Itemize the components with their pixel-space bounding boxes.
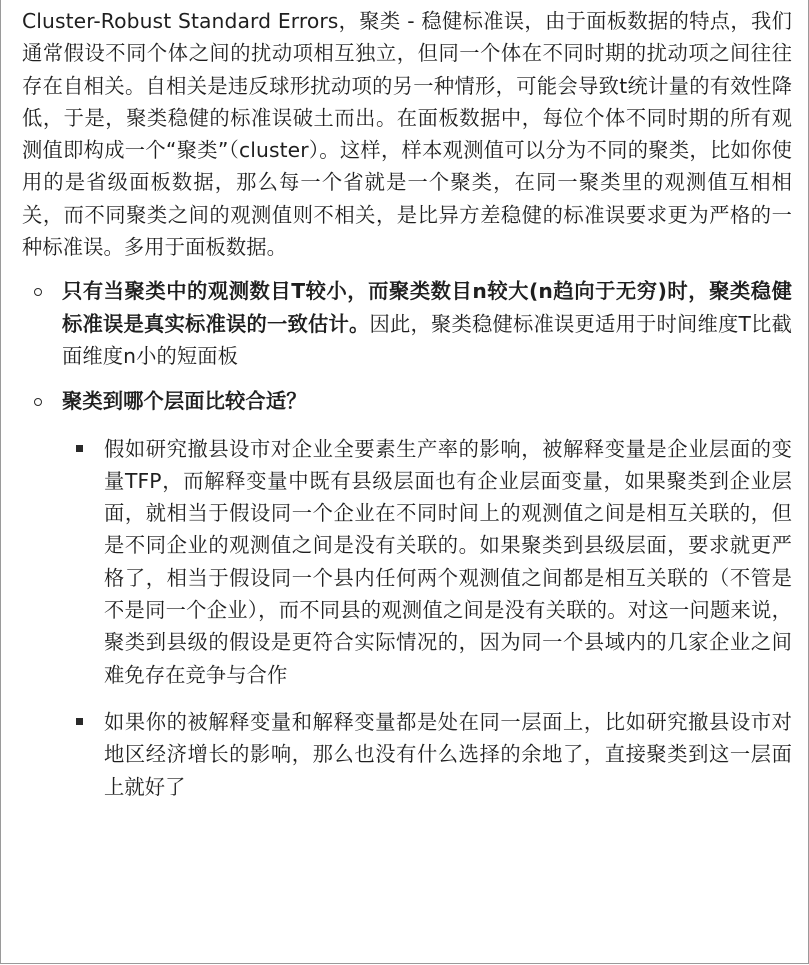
sub-bullet-list xyxy=(62,433,792,803)
sub-bullet-text: 如果你的被解释变量和解释变量都是处在同一层面上，比如研究撤县设市对地区经济增长的影响，那么也没有什么选择的余地了，直接聚类到这一层面上就好了 xyxy=(104,709,792,799)
note-content xyxy=(22,5,792,803)
square-bullet-icon xyxy=(76,718,83,725)
bullet-item-consistency xyxy=(22,275,792,372)
sub-bullet-text: 假如研究撤县设市对企业全要素生产率的影响，被解释变量是企业层面的变量TFP，而解释变量中既有县级层面也有企业层面变量，如果聚类到企业层面，就相当于假设同一个企业在不同时间上的观测值之间是相互关联的，但是不同企业的观测值之间是没有关联的。如果聚类到县级层面，要求就更严格了，相当于假设同一个县内任何两个观测值之间都是相互关联的（不管是不是同一个企业），而不同县的观测值之间是没有关联的。对这一问题来说，聚类到县级的假设是更符合实际情况的，因为同一个县域内的几家企业之间难免存在竞争与合作 xyxy=(104,436,792,687)
intro-paragraph: Cluster-Robust Standard Errors，聚类 - 稳健标准误，由于面板数据的特点，我们通常假设不同个体之间的扰动项相互独立，但同一个体在不同时期的扰动项之间往往存在自相关。自相关是违反球形扰动项的另一种情形，可能会导致t统计量的有效性降低，于是，聚类稳健的标准误破土而出。在面板数据中，每位个体不同时期的所有观测值即构成一个“聚类”（cluster）。这样，样本观测值可以分为不同的聚类，比如你使用的是省级面板数据，那么每一个省就是一个聚类，在同一聚类里的观测值互相相关，而不同聚类之间的观测值则不相关，是比异方差稳健的标准误要求更为严格的一种标准误。多用于面板数据。 xyxy=(22,9,792,260)
hollow-circle-bullet-icon xyxy=(34,398,42,406)
bullet-item-cluster-level xyxy=(22,385,792,803)
sub-bullet-item-same-level xyxy=(62,706,792,803)
square-bullet-icon xyxy=(76,445,83,452)
bullet-normal-text: 因此，聚类稳健标准误更适用于时间维度T比截面维度n小的短面板 xyxy=(62,311,792,368)
hollow-circle-bullet-icon xyxy=(34,288,42,296)
bullet-bold-text: 聚类到哪个层面比较合适？ xyxy=(62,389,307,414)
bullet-list xyxy=(22,275,792,802)
sub-bullet-item-firm-county xyxy=(62,433,792,691)
bullet-bold-text: 只有当聚类中的观测数目T较小，而聚类数目n较大(n趋向于无穷)时，聚类稳健标准误是真实标准误的一致估计。 xyxy=(62,279,792,336)
